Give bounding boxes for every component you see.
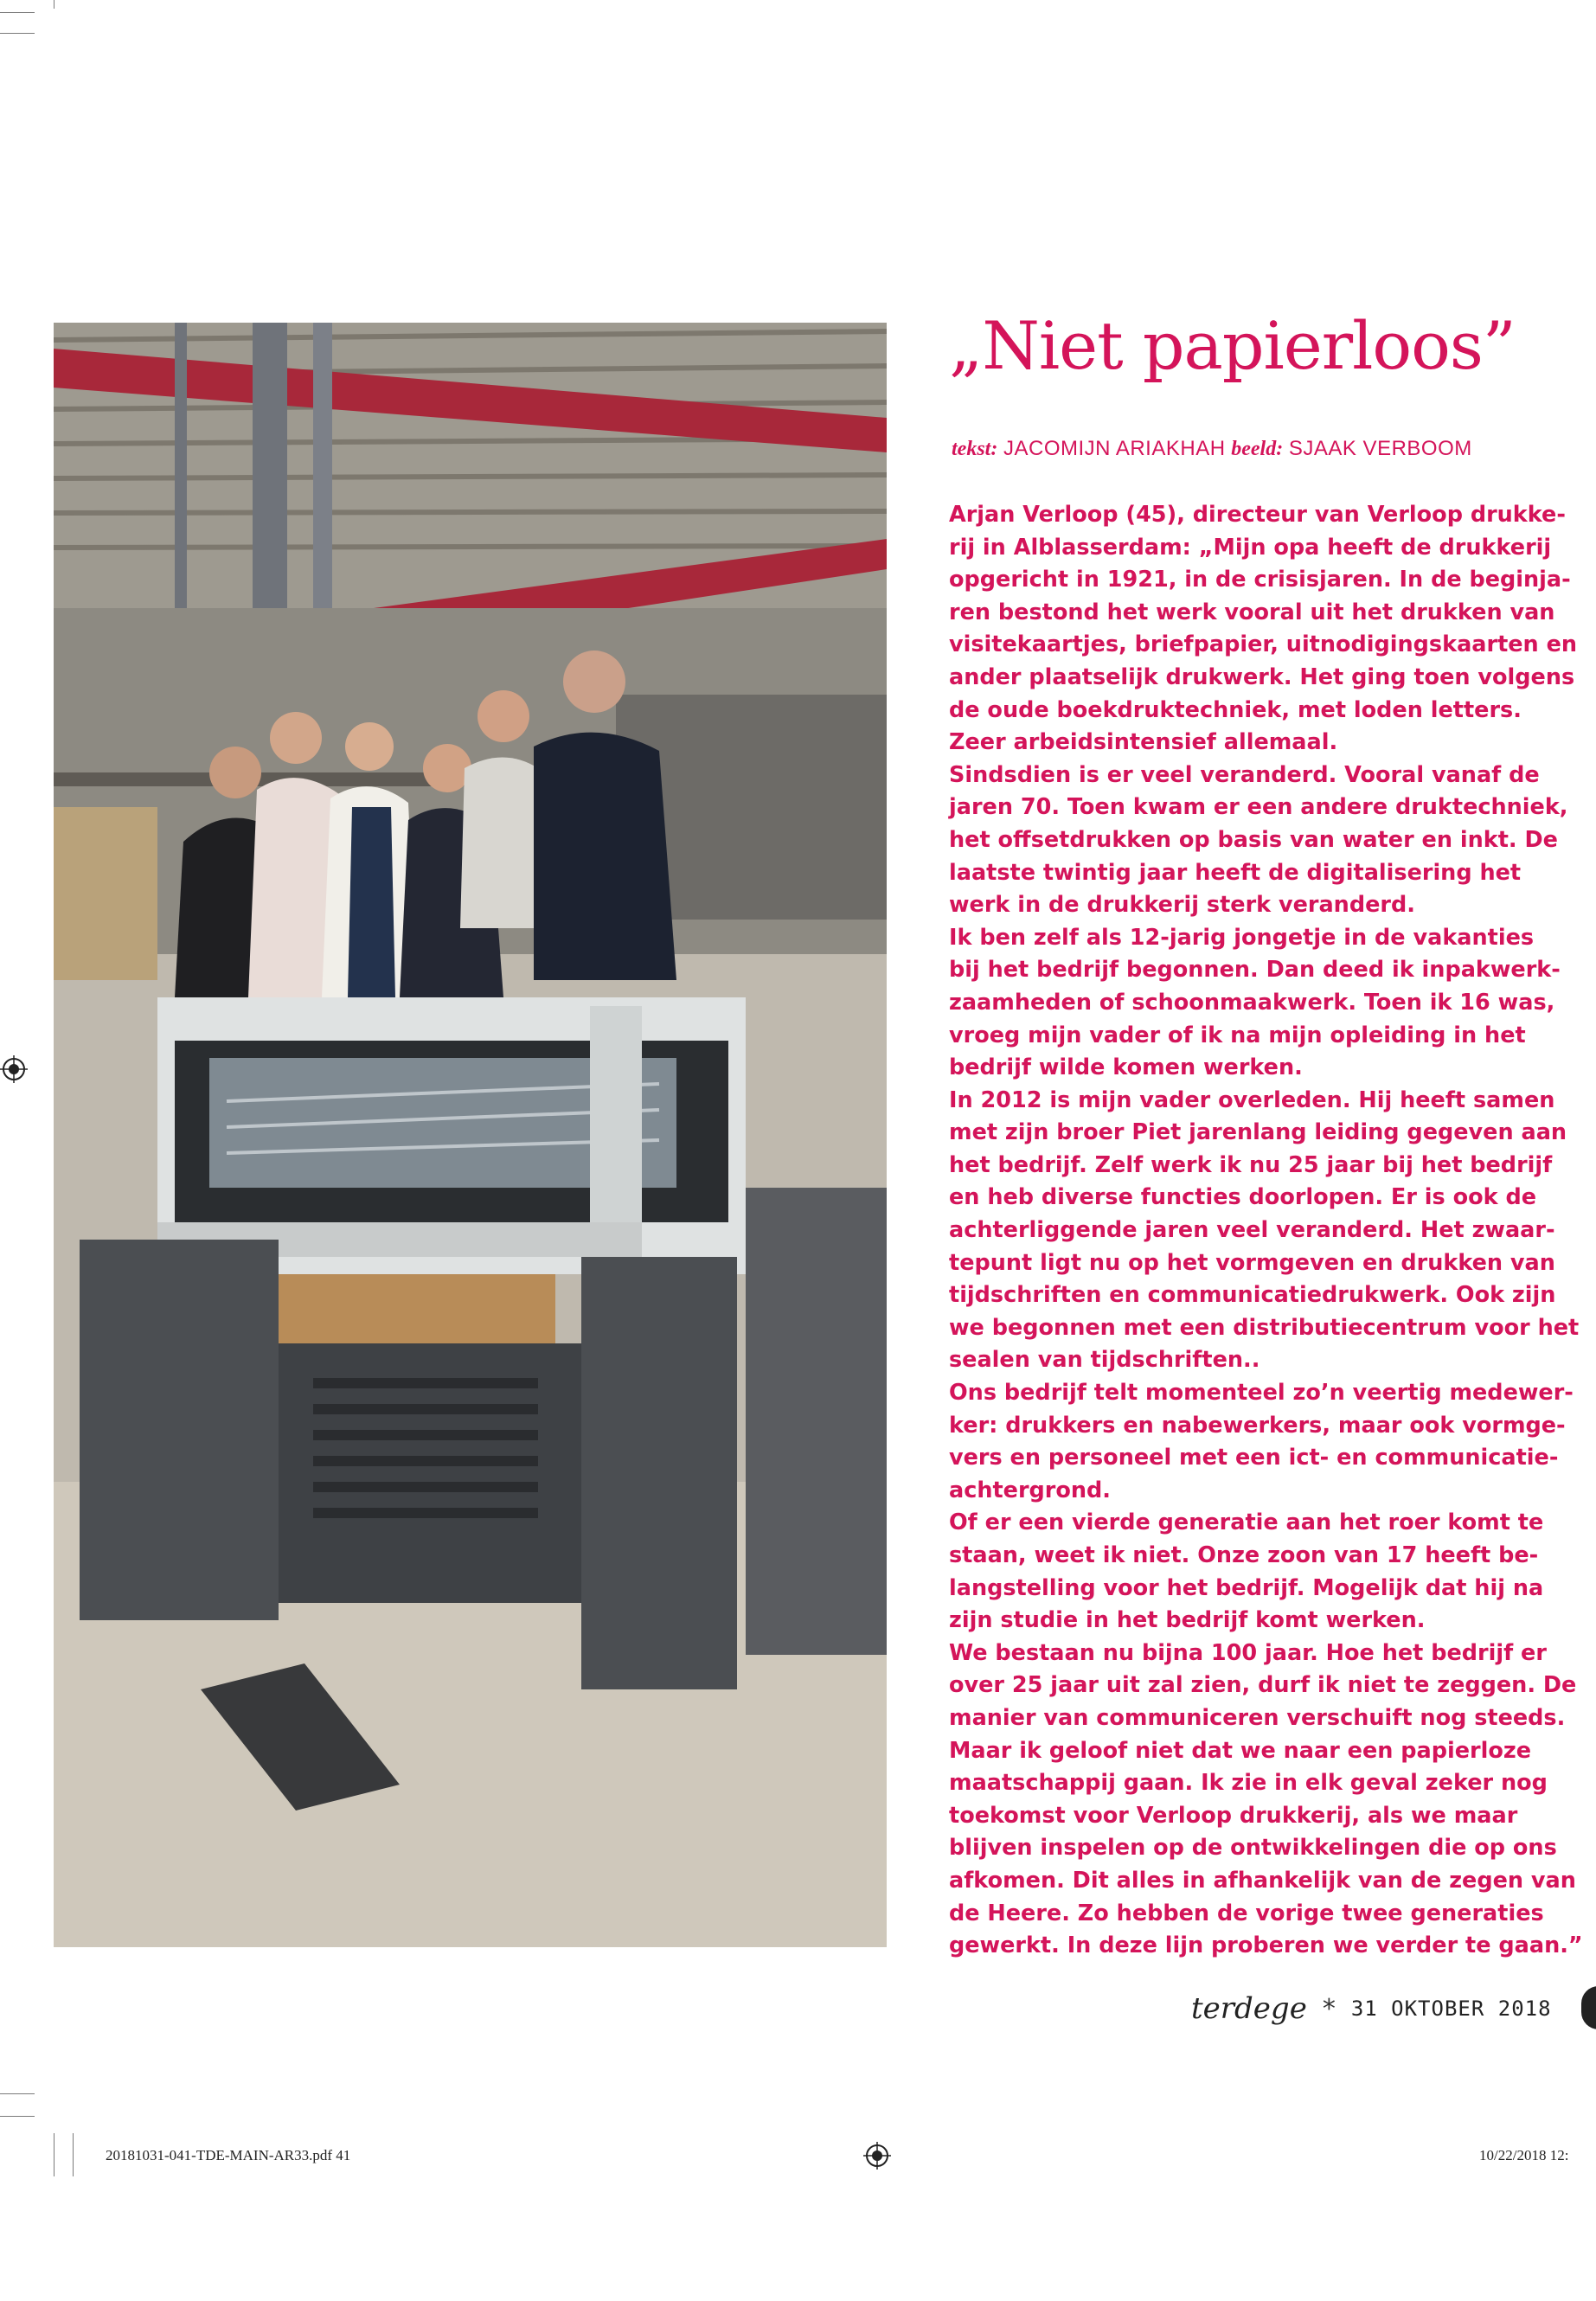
body-line: rij in Alblasserdam: „Mijn opa heeft de drukkerij: [949, 534, 1552, 561]
body-line: tepunt ligt nu op het vormgeven en drukken van: [949, 1249, 1555, 1276]
body-line: manier van communiceren verschuift nog steeds.: [949, 1704, 1566, 1731]
body-line: opgericht in 1921, in de crisisjaren. In de beginja-: [949, 567, 1571, 593]
body-line: achterliggende jaren veel veranderd. Het zwaar-: [949, 1217, 1555, 1244]
crop-mark: [0, 33, 35, 34]
body-line: Zeer arbeidsintensief allemaal.: [949, 729, 1338, 756]
body-line: We bestaan nu bijna 100 jaar. Hoe het bedrijf er: [949, 1639, 1547, 1666]
body-line: Maar ik geloof niet dat we naar een papierloze: [949, 1737, 1531, 1764]
body-line: en heb diverse functies doorlopen. Er is ook de: [949, 1184, 1537, 1211]
body-line: over 25 jaar uit zal zien, durf ik niet te zeggen. De: [949, 1672, 1577, 1699]
body-line: achtergrond.: [949, 1477, 1111, 1503]
body-line: vroeg mijn vader of ik na mijn opleiding in het: [949, 1022, 1526, 1048]
body-line: het offsetdrukken op basis van water en inkt. De: [949, 826, 1558, 853]
body-line: gewerkt. In deze lijn proberen we verder te gaan.”: [949, 1932, 1583, 1959]
issue-date: 31 OKTOBER 2018: [1350, 1997, 1552, 2021]
body-line: tijdschriften en communicatiedrukwerk. Ook zijn: [949, 1282, 1556, 1309]
body-line: Ik ben zelf als 12-jarig jongetje in de vakanties: [949, 924, 1535, 951]
page-number-tab: [1581, 1986, 1596, 2029]
page-footer: [1191, 1988, 1552, 2029]
body-line: maatschappij gaan. Ik zie in elk geval zeker nog: [949, 1770, 1548, 1797]
byline-image-label: beeld:: [1231, 438, 1284, 460]
body-line: vers en personeel met een ict- en communicatie-: [949, 1445, 1559, 1471]
body-line: Sindsdien is er veel veranderd. Vooral vanaf de: [949, 761, 1540, 788]
body-line: zaamheden of schoonmaakwerk. Toen ik 16 was,: [949, 989, 1555, 1016]
body-line: Arjan Verloop (45), directeur van Verloop drukke-: [949, 502, 1566, 528]
body-line: sealen van tijdschriften..: [949, 1347, 1260, 1374]
crop-mark: [73, 2133, 74, 2176]
body-line: Ons bedrijf telt momenteel zo’n veertig medewer-: [949, 1380, 1574, 1407]
body-line: staan, weet ik niet. Onze zoon van 17 heeft be-: [949, 1542, 1539, 1568]
body-line: werk in de drukkerij sterk veranderd.: [949, 892, 1415, 919]
registration-mark-icon: [863, 2142, 891, 2170]
body-line: de Heere. Zo hebben de vorige twee generaties: [949, 1900, 1544, 1926]
article-body: [949, 499, 1583, 1963]
magazine-logo: terdege: [1191, 1991, 1307, 2026]
article-photo: [54, 323, 887, 1947]
crop-mark: [0, 2093, 35, 2094]
body-line: we begonnen met een distributiecentrum voor het: [949, 1314, 1580, 1341]
article-title: „Niet papierloos”: [949, 307, 1516, 384]
body-line: Of er een vierde generatie aan het roer komt te: [949, 1509, 1544, 1536]
body-line: jaren 70. Toen kwam er een andere druktechniek,: [949, 794, 1568, 821]
body-line: de oude boekdruktechniek, met loden letters.: [949, 696, 1522, 723]
crop-mark: [0, 2116, 35, 2117]
body-line: het bedrijf. Zelf werk ik nu 25 jaar bij het bedrijf: [949, 1151, 1553, 1178]
body-line: ren bestond het werk vooral uit het drukken van: [949, 599, 1555, 625]
crop-mark: [0, 12, 35, 13]
body-line: bedrijf wilde komen werken.: [949, 1054, 1303, 1081]
body-line: met zijn broer Piet jarenlang leiding gegeven aan: [949, 1119, 1567, 1146]
photo-printing-press-team-icon: [54, 323, 887, 1947]
byline-image-name: SJAAK VERBOOM: [1288, 437, 1472, 460]
separator-star-icon: *: [1322, 1993, 1336, 2024]
body-line: ker: drukkers en nabewerkers, maar ook vormge-: [949, 1412, 1566, 1439]
body-line: blijven inspelen op de ontwikkelingen die op ons: [949, 1835, 1557, 1862]
body-line: toekomst voor Verloop drukkerij, als we maar: [949, 1802, 1518, 1829]
body-line: langstelling voor het bedrijf. Mogelijk dat hij na: [949, 1574, 1544, 1601]
print-slug-file: 20181031-041-TDE-MAIN-AR33.pdf 41: [106, 2147, 351, 2163]
body-line: visitekaartjes, briefpapier, uitnodigingskaarten en: [949, 631, 1578, 658]
byline: [952, 437, 1557, 461]
body-line: afkomen. Dit alles in afhankelijk van de zegen van: [949, 1867, 1576, 1894]
registration-mark-icon: [0, 1055, 28, 1083]
body-line: laatste twintig jaar heeft de digitalisering het: [949, 859, 1522, 886]
byline-text-label: tekst:: [952, 438, 998, 460]
print-slug-timestamp: 10/22/2018 12:: [1479, 2147, 1569, 2163]
body-line: ander plaatselijk drukwerk. Het ging toen volgens: [949, 663, 1575, 690]
body-line: bij het bedrijf begonnen. Dan deed ik inpakwerk-: [949, 957, 1561, 984]
byline-text-name: JACOMIJN ARIAKHAH: [1003, 437, 1226, 460]
body-line: zijn studie in het bedrijf komt werken.: [949, 1607, 1426, 1634]
body-line: In 2012 is mijn vader overleden. Hij heeft samen: [949, 1086, 1555, 1113]
